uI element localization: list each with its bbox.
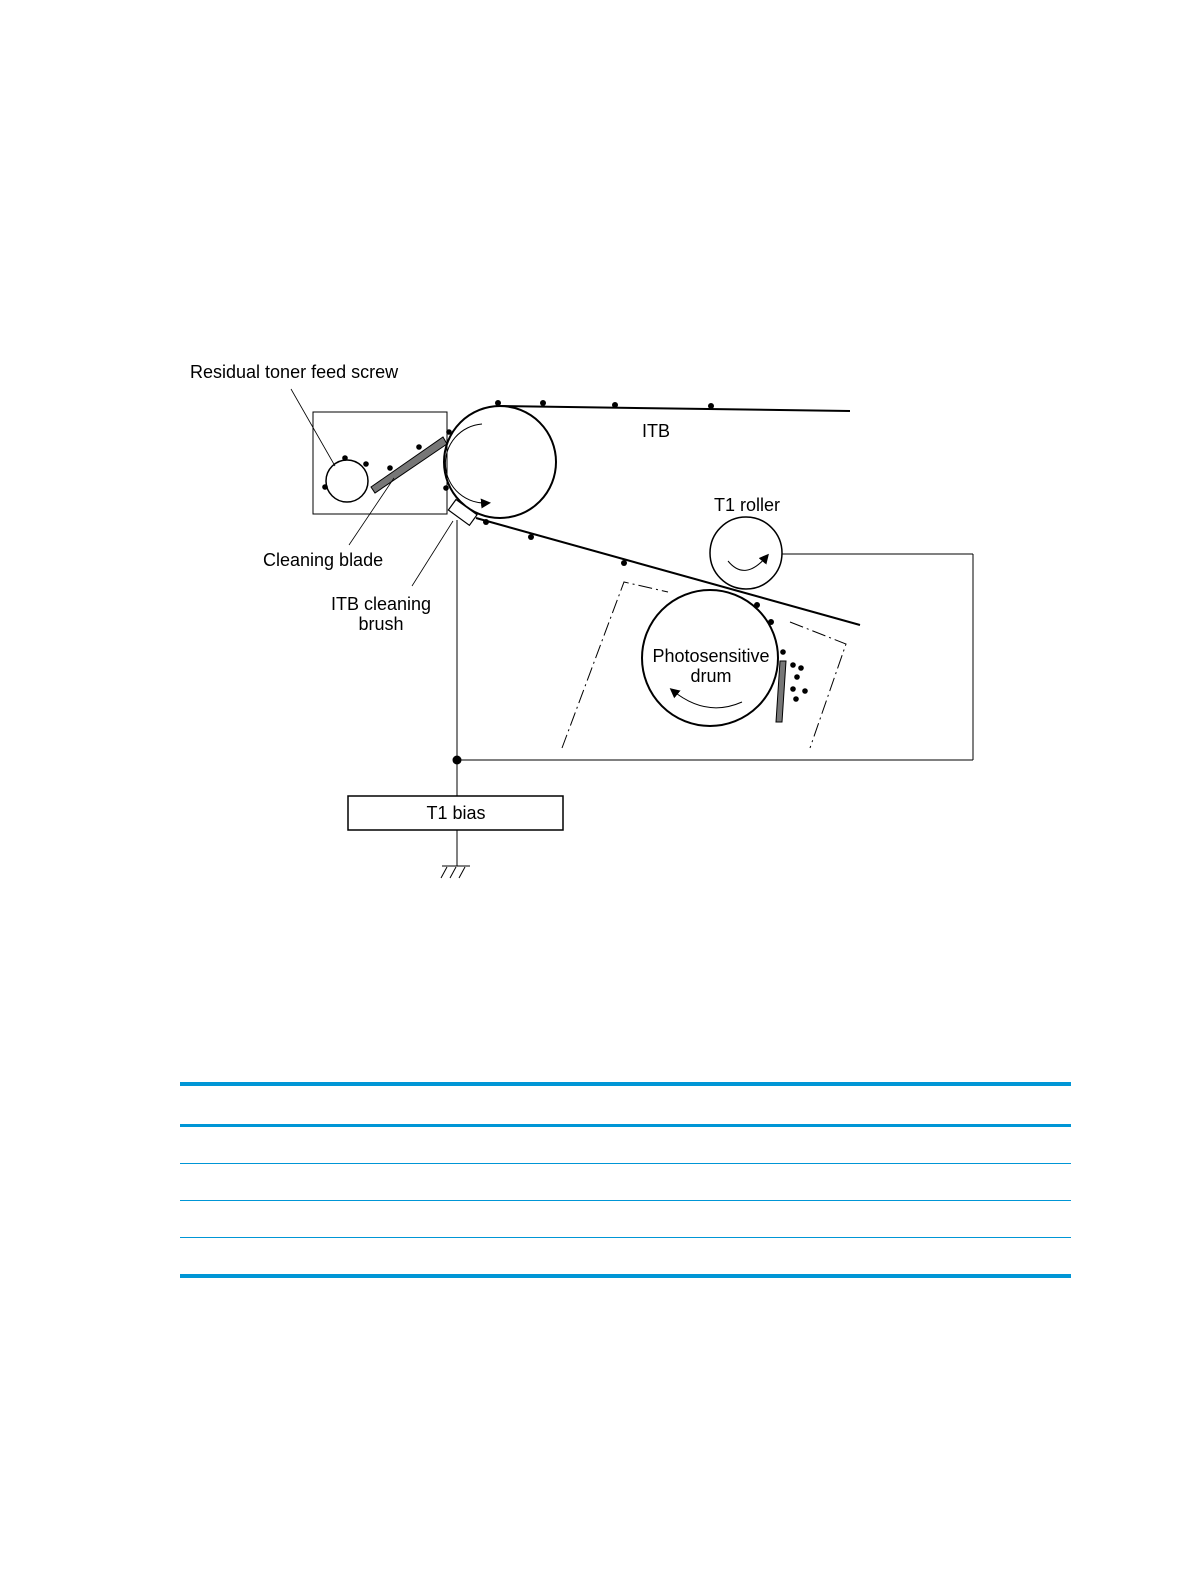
table-row — [180, 1164, 1071, 1201]
label-itb-cleaning-brush-line2: brush — [358, 614, 404, 634]
itb-drive-roller — [444, 406, 556, 518]
table-row — [180, 1238, 1071, 1278]
label-photosensitive-drum-line1: Photosensitive — [652, 646, 770, 666]
label-itb-cleaning-brush-line1: ITB cleaning — [330, 594, 432, 614]
data-table — [180, 1082, 1071, 1278]
table-row — [180, 1201, 1071, 1238]
t1-roller — [710, 517, 782, 589]
label-t1-roller: T1 roller — [714, 495, 781, 515]
circuit-junction — [453, 756, 462, 765]
itb-cleaning-brush-leader — [412, 521, 453, 586]
cleaning-blade — [371, 437, 447, 493]
label-t1-bias: T1 bias — [426, 803, 486, 823]
label-residual-toner-feed-screw: Residual toner feed screw — [190, 362, 399, 382]
label-itb: ITB — [642, 421, 671, 441]
label-cleaning-blade: Cleaning blade — [263, 550, 384, 570]
residual-toner-feed-screw — [322, 444, 422, 502]
ground-icon — [441, 830, 470, 878]
table-row — [180, 1127, 1071, 1164]
table-header-row — [180, 1086, 1071, 1127]
label-photosensitive-drum-line2: drum — [690, 666, 732, 686]
